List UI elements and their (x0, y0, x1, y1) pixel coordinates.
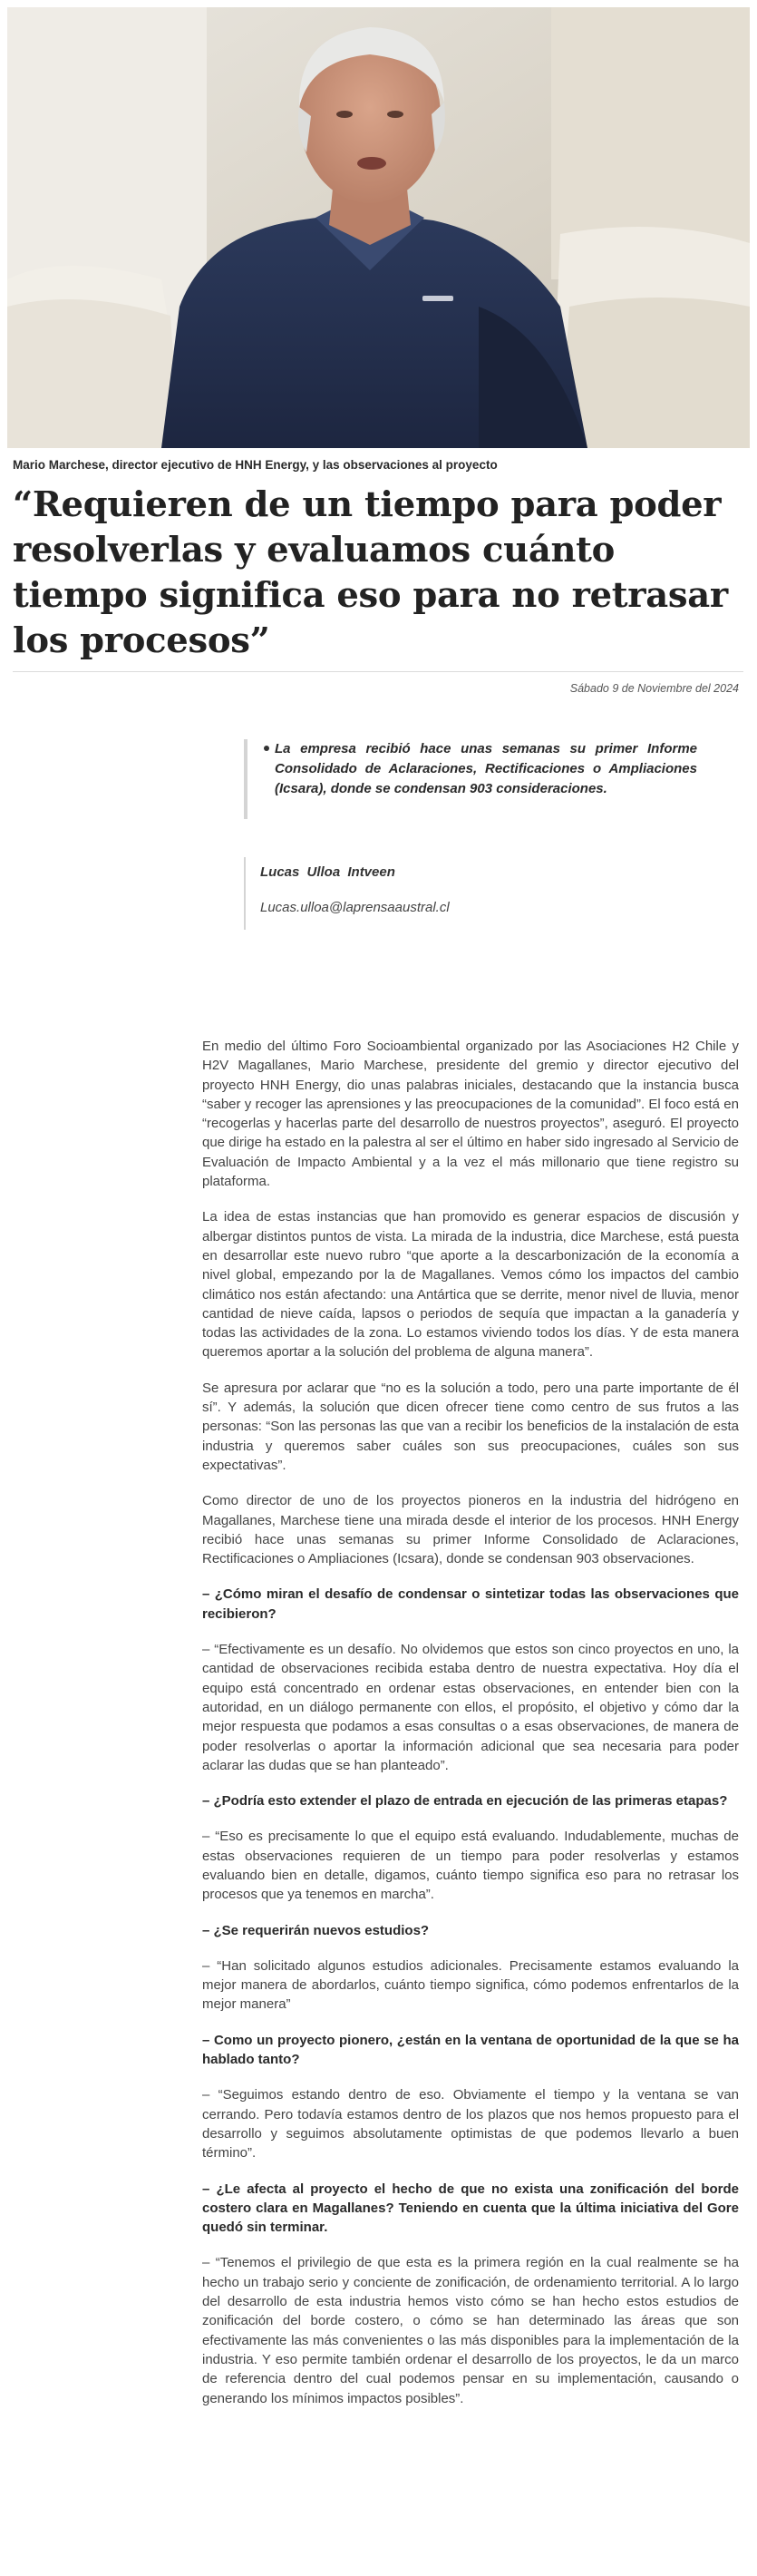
summary-text: La empresa recibió hace unas semanas su primer Informe Consolidado de Aclaraciones, Rectificaciones o Ampliaciones (Icsara), donde se condensan 903 consideraciones. (275, 741, 697, 796)
publish-date: Sábado 9 de Noviembre del 2024 (569, 682, 739, 695)
body-paragraph: Como director de uno de los proyectos pioneros en la industria del hidrógeno en Magallanes, Marchese tiene una mirada desde el interior de los procesos. HNH Energy recibió hace unas semanas su primer Informe Consolidado de Aclaraciones, Rectificaciones o Ampliaciones (Icsara), donde se condensan 903 observaciones. (202, 1493, 739, 1567)
interview-question: – ¿Cómo miran el desafío de condensar o sintetizar todas las observaciones que recibieron? (202, 1586, 739, 1622)
body-paragraph: En medio del último Foro Socioambiental organizado por las Asociaciones H2 Chile y H2V Magallanes, Mario Marchese, presidente del gremio y director ejecutivo del proyecto HNH Energy, dio unas palabras iniciales, destacando que la instancia busca “saber y recoger las aprensiones y las preocupaciones de la comunidad”. El foco está en “recogerlas y hacerlas parte del desarrollo de nuestros proyectos”, aseguró. El proyecto que dirige ha estado en la palestra al ser el último en haber sido ingresado al Servicio de Evaluación de Impacto Ambiental y a la vez el más millonario que tiene registro su plataforma. (202, 1039, 739, 1190)
body-paragraph: – “Efectivamente es un desafío. No olvidemos que estos son cinco proyectos en uno, la cantidad de observaciones recibida estaba dentro de nuestra expectativa. Hoy día el equipo está concentrado en ordenar estas observaciones, en entender bien con la autoridad, en un diálogo permanente con ellos, el propósito, el objetivo y cómo dar la mejor respuesta que podamos a esas consultas o a esas observaciones, de manera de poder resolverlas o aportar la información adicional que sea necesaria para poder aclarar las dudas que se han planteado”. (202, 1642, 739, 1773)
body-paragraph: – “Tenemos el privilegio de que esta es la primera región en la cual realmente se ha hecho un trabajo serio y conciente de zonificación, de ordenamiento territorial. A lo largo del desarrollo de esta industria hemos visto cómo se han hecho estos estudios de zonificación del borde costero, o cómo se han determinado las áreas que son efectivamente las más convenientes o las más disponibles para la implementación de la industria. Y eso permite también ordenar el desarrollo de los proyectos, le da un marco de referencia dentro del cual podemos pensar en su implementación, causando o generando los mínimos impactos posibles”. (202, 2255, 739, 2406)
bullet-icon (264, 746, 269, 751)
body-paragraph: – “Han solicitado algunos estudios adicionales. Precisamente estamos evaluando la mejor manera de abordarlos, cuánto tiempo significa, cómo podemos enfrentarlos de la mejor manera” (202, 1957, 739, 2013)
headline-divider (13, 671, 743, 672)
body-paragraph: Se apresura por aclarar que “no es la solución a todo, pero una parte importante de él sí”. Y además, la solución que dicen ofrecer tiene como centro de sus frutos a las personas: “Son las personas las que van a recibir los beneficios de la instalación de esta industria y queremos saber cuáles son sus preocupaciones, cuáles son sus expectativas”. (202, 1380, 739, 1473)
article-body (202, 1037, 739, 2425)
interview-question: – ¿Se requerirán nuevos estudios? (202, 1922, 430, 1938)
author-email[interactable]: Lucas.ulloa@laprensaaustral.cl (260, 900, 450, 915)
body-paragraph: La idea de estas instancias que han promovido es generar espacios de discusión y albergar distintos puntos de vista. La mirada de la industria, dice Marchese, está puesta en desarrollar este nuevo rubro “que aporte a la descarbonización de la economía a nivel global, empezando por la de Magallanes. Vemos cómo los impactos del cambio climático nos están afectando: una Antártica que se derrite, menor nivel de lluvia, menor cantidad de nieve caída, lapsos o periodos de sequía que impactan a la ganadería y todas las actividades de la zona. Lo estamos viviendo todos los días. Y de esta manera queremos aportar a la solución del problema de alguna manera”. (202, 1209, 739, 1361)
article-summary (244, 739, 697, 819)
author-name: Lucas Ulloa Intveen (260, 864, 395, 880)
interview-question: – ¿Le afecta al proyecto el hecho de que no exista una zonificación del borde costero clara en Magallanes? Teniendo en cuenta que la última iniciativa del Gore quedó sin terminar. (202, 2181, 739, 2236)
body-paragraph: – “Seguimos estando dentro de eso. Obviamente el tiempo y la ventana se van cerrando. Pero todavía estamos dentro de los plazos que nos hemos propuesto para el desarrollo y seguimos absolutamente optimistas de que podemos llevarlo a buen término”. (202, 2087, 739, 2161)
author-block (244, 857, 697, 930)
photo-caption: Mario Marchese, director ejecutivo de HNH Energy, y las observaciones al proyecto (13, 458, 498, 472)
body-paragraph: – “Eso es precisamente lo que el equipo está evaluando. Indudablemente, muchas de estas observaciones requieren de un tiempo para poder resolverlas y estamos evaluando bien en detalle, digamos, cuánto tiempo significa eso para no retrasar los procesos que ya tenemos en marcha”. (202, 1829, 739, 1903)
article-headline: “Requieren de un tiempo para poder resolverlas y evaluamos cuánto tiempo significa eso para no retrasar los procesos” (13, 484, 728, 661)
article-photo (7, 7, 750, 448)
person-photo-illustration (7, 7, 750, 448)
interview-question: – Como un proyecto pionero, ¿están en la ventana de oportunidad de la que se ha hablado tanto? (202, 2032, 739, 2068)
interview-question: – ¿Podría esto extender el plazo de entrada en ejecución de las primeras etapas? (202, 1793, 728, 1810)
